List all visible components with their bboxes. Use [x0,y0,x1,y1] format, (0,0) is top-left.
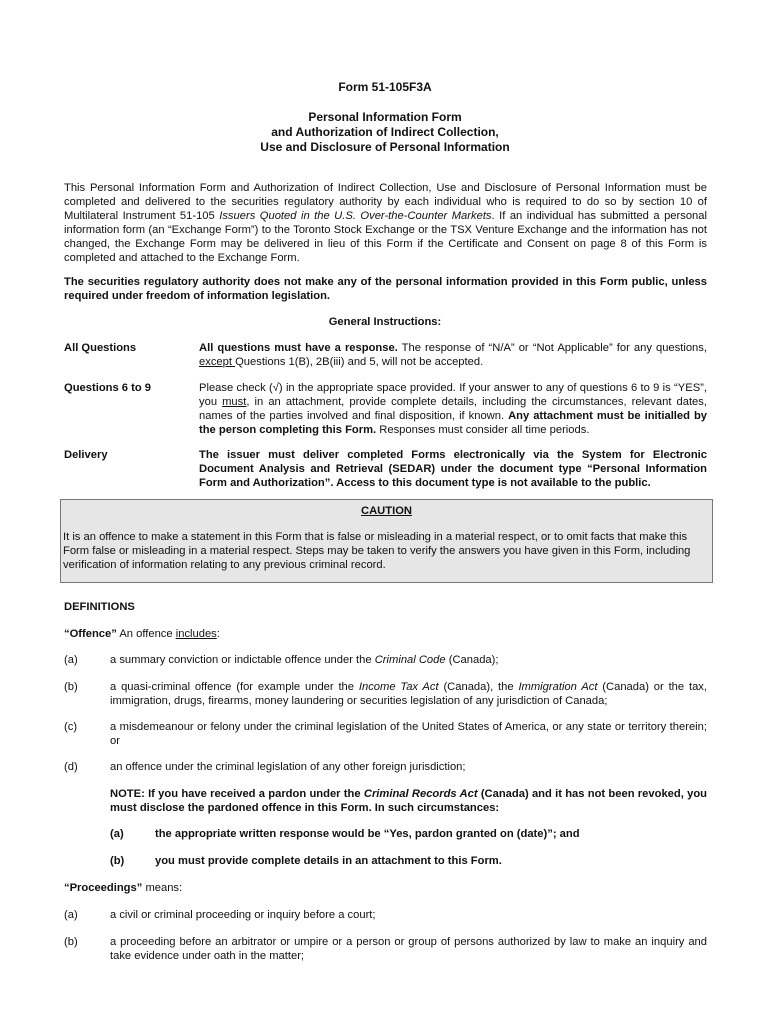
offence-item-c-marker: (c) [64,721,78,733]
offence-item-d: an offence under the criminal legislation of any other foreign jurisdiction; [110,761,466,773]
pardon-sub-b: you must provide complete details in an attachment to this Form. [155,855,502,867]
offence-item-a-text-a: a summary conviction or indictable offence under the [110,654,375,666]
delivery-label: Delivery [64,449,108,461]
pardon-sub-a: the appropriate written response would be “Yes, pardon granted on (date)”; and [155,828,580,840]
offence-item-b-text-b: (Canada), the [438,681,519,693]
proceedings-term: “Proceedings” [64,882,143,894]
form-title-line1: Personal Information Form [308,110,462,124]
pardon-sub-b-marker: (b) [110,855,125,867]
proceedings-item-a: a civil or criminal proceeding or inquiry before a court; [110,909,376,921]
attachment-initial-notice: Any attachment must be initialled by the person completing this Form. [199,410,708,436]
intro-text-part2: . If an individual has submitted a personal information form (an “Exchange Form”) to the Toronto Stock Exchange or the TSX Venture Exchange and the information has not changed, the Exchange Form may be delivered in lieu of this Form if the Certificate and Consent on page 8 of this Form is completed and attached to the Exchange Form. [64,210,707,264]
offence-item-a [110,653,707,667]
pardon-note-text-b: (Canada) and it has not been revoked, you must disclose the pardoned offence in this Form. In such circumstances: [110,788,707,814]
caution-title: CAUTION [361,505,412,517]
all-questions-label: All Questions [64,342,137,354]
immigration-act-title: Immigration Act [518,681,598,693]
offence-intro: An offence [116,628,176,640]
offence-item-b-text-a: a quasi-criminal offence (for example under the [110,681,359,693]
privacy-notice: The securities regulatory authority does not make any of the personal information provided in this Form public, unless required under freedom of information legislation. [64,276,707,302]
offence-item-a-marker: (a) [64,654,78,666]
questions-6-9-text-c: Responses must consider all time periods. [376,424,590,436]
instrument-title: Issuers Quoted in the U.S. Over-the-Counter Markets [219,210,492,222]
intro-paragraph [64,181,707,265]
includes-word: includes [175,628,217,640]
offence-item-c: a misdemeanour or felony under the criminal legislation of the United States of America, or any state or territory therein; or [110,721,707,747]
form-title-line3: Use and Disclosure of Personal Information [260,140,510,154]
definitions-heading: DEFINITIONS [64,601,135,613]
questions-6-9-label: Questions 6 to 9 [64,382,152,394]
all-questions-text [199,341,707,369]
offence-item-a-text-b: (Canada); [445,654,499,666]
except-word: except [199,356,236,368]
all-questions-lead: All questions must have a response. [199,342,398,354]
all-questions-text-a: The response of “N/A” or “Not Applicable” for any questions, [397,342,707,354]
income-tax-act-title: Income Tax Act [358,681,439,693]
criminal-records-act-title: Criminal Records Act [363,788,478,800]
proceedings-definition [64,881,707,895]
criminal-code-title: Criminal Code [374,654,446,666]
all-questions-text-b: Questions 1(B), 2B(iii) and 5, will not be accepted. [235,356,484,368]
pardon-sub-a-marker: (a) [110,828,124,840]
proceedings-intro: means: [142,882,183,894]
delivery-text: The issuer must deliver completed Forms electronically via the System for Electronic Document Analysis and Retrieval (SEDAR) under the document type “Personal Information Form and Authorization”. Access to this document type is not available to the public. [199,449,707,489]
form-number: Form 51-105F3A [338,80,432,94]
caution-text: It is an offence to make a statement in this Form that is false or misleading in a material respect, or to omit facts that make this Form false or misleading in a material respect. Steps may be taken to verify the answers you have given in this Form, including verification of information relating to any previous criminal record. [63,531,691,571]
proceedings-item-b: a proceeding before an arbitrator or umpire or a person or group of persons authorized by law to make an inquiry and take evidence under oath in the matter; [110,936,707,962]
pardon-note [110,787,707,815]
offence-item-d-marker: (d) [64,761,78,773]
offence-term: “Offence” [64,628,117,640]
intro-text-part1: This Personal Information Form and Authorization of Indirect Collection, Use and Disclosure of Personal Information must be completed and delivered to the securities regulatory authority by each individual who is required to do so by section 10 of Multilateral Instrument 51-105 [64,182,707,222]
proceedings-item-a-marker: (a) [64,909,78,921]
general-instructions-heading: General Instructions: [328,316,442,328]
offence-item-b-marker: (b) [64,681,78,693]
questions-6-9-text [199,381,707,437]
must-word: must [222,396,247,408]
offence-colon: : [216,628,220,640]
pardon-note-text-a: NOTE: If you have received a pardon under the [110,788,364,800]
questions-6-9-text-a: Please check (√) in the appropriate space provided. If your answer to any of questions 6 to 9 is “YES”, you [199,382,707,408]
proceedings-item-b-marker: (b) [64,936,78,948]
offence-definition [64,627,707,641]
offence-item-b-text-c: (Canada) or the tax, immigration, drugs, firearms, money laundering or securities legislation of any jurisdiction of Canada; [110,681,708,707]
form-title-line2: and Authorization of Indirect Collection, [271,125,499,139]
caution-box [60,499,713,583]
offence-item-b [110,680,707,708]
questions-6-9-text-b: , in an attachment, provide complete details, including the circumstances, relevant dates, names of the parties involved and final disposition, if known. [199,396,707,422]
